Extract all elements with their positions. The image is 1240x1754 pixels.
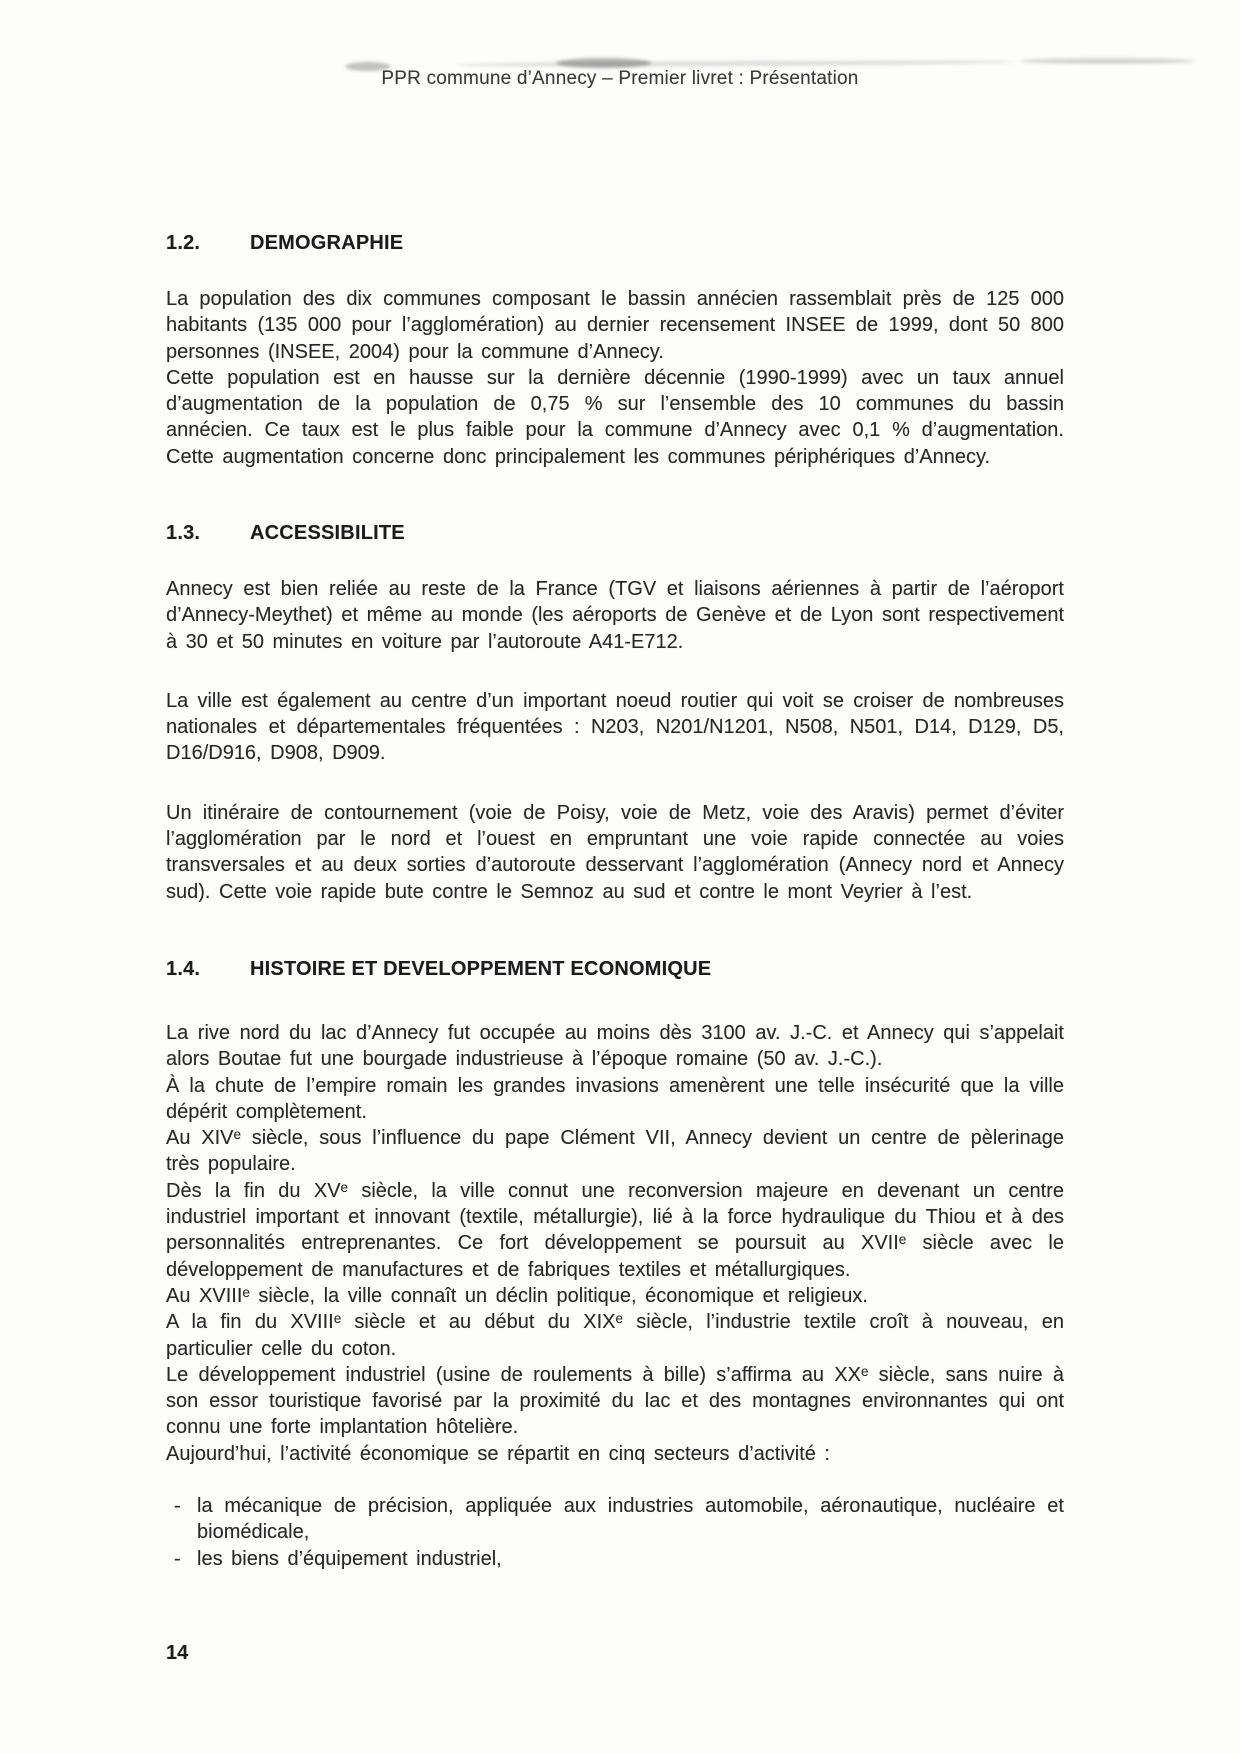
paragraph: La population des dix communes composant le bassin annécien rassemblait près de 125 000 habitants (135 000 pour l’agglomération) au dernier recensement INSEE de 1999, dont 50 800 personnes (INSEE, 2004) pour la commune d’Annecy. — [166, 288, 1064, 363]
list-item: - la mécanique de précision, appliquée aux industries automobile, aéronautique, nucléaire et biomédicale, — [166, 1493, 1064, 1546]
section-body — [166, 576, 1064, 905]
section-number: 1.4. — [166, 958, 201, 980]
section-heading — [166, 520, 1064, 546]
section-heading — [166, 956, 1064, 982]
paragraph: Dès la fin du XVᵉ siècle, la ville connut une reconversion majeure en devenant un centre industriel important et innovant (textile, métallurgie), lié à la force hydraulique du Thiou et à des personnalités entreprenantes. Ce fort développement se poursuit au XVIIᵉ siècle avec le développement de manufactures et de fabriques textiles et métallurgiques. — [166, 1179, 1064, 1281]
scan-smudge — [1020, 58, 1195, 64]
section-title: ACCESSIBILITE — [250, 522, 405, 544]
running-header: PPR commune d’Annecy – Premier livret : Présentation — [381, 68, 859, 89]
section-body — [166, 1020, 1064, 1572]
paragraph: Cette population est en hausse sur la dernière décennie (1990-1999) avec un taux annuel d’augmentation de la population de 0,75 % sur l’ensemble des 10 communes du bassin annécien. Ce taux est le plus faible pour la commune d’Annecy avec 0,1 % d’augmentation. Cette augmentation concerne donc principalement les communes périphériques d’Annecy. — [166, 366, 1064, 468]
list-item: - les biens d’équipement industriel, — [166, 1546, 1064, 1572]
section-body — [166, 286, 1064, 470]
paragraph: Au XVIIIᵉ siècle, la ville connaît un déclin politique, économique et religieux. — [166, 1284, 868, 1307]
paragraph: Aujourd’hui, l’activité économique se répartit en cinq secteurs d’activité : — [166, 1442, 830, 1465]
paragraph: A la fin du XVIIIᵉ siècle et au début du XIXᵉ siècle, l’industrie textile croît à nouveau, en particulier celle du coton. — [166, 1311, 1064, 1360]
scan-smudge — [556, 58, 651, 68]
paragraph: Un itinéraire de contournement (voie de Poisy, voie de Metz, voie des Aravis) permet d’éviter l’agglomération par le nord et l’ouest en empruntant une voie rapide connectée au voies transversales et au deux sorties d’autoroute desservant l’agglomération (Annecy nord et Annecy sud). Cette voie rapide bute contre le Semnoz au sud et contre le mont Veyrier à l’est. — [166, 801, 1064, 903]
paragraph: Annecy est bien reliée au reste de la France (TGV et liaisons aériennes à partir de l’aéroport d’Annecy-Meythet) et même au monde (les aéroports de Genève et de Lyon sont respectivement à 30 et 50 minutes en voiture par l’autoroute A41-E712. — [166, 578, 1064, 653]
paragraph: Au XIVᵉ siècle, sous l’influence du pape Clément VII, Annecy devient un centre de pèlerinage très populaire. — [166, 1127, 1064, 1176]
section-title: HISTOIRE ET DEVELOPPEMENT ECONOMIQUE — [250, 958, 712, 980]
section-title: DEMOGRAPHIE — [250, 232, 404, 254]
section-number: 1.3. — [166, 522, 201, 544]
section-accessibilite — [166, 520, 1064, 905]
scan-smudge — [455, 60, 1015, 68]
paragraph: La rive nord du lac d’Annecy fut occupée au moins dès 3100 av. J.-C. et Annecy qui s’appelait alors Boutae fut une bourgade industrieuse à l’époque romaine (50 av. J.-C.). — [166, 1022, 1064, 1071]
section-demographie — [166, 230, 1064, 470]
page-number: 14 — [166, 1642, 189, 1664]
section-heading — [166, 230, 1064, 256]
paragraph: Le développement industriel (usine de roulements à bille) s’affirma au XXᵉ siècle, sans nuire à son essor touristique favorisé par la proximité du lac et des montagnes environnantes qui ont connu une forte implantation hôtelière. — [166, 1363, 1064, 1439]
paragraph: À la chute de l’empire romain les grandes invasions amenèrent une telle insécurité que la ville dépérit complètement. — [166, 1074, 1064, 1123]
section-histoire-economie — [166, 956, 1064, 1572]
paragraph: La ville est également au centre d’un important noeud routier qui voit se croiser de nombreuses nationales et départementales fréquentées : N203, N201/N1201, N508, N501, D14, D129, D5, D16/D916, D908, D909. — [166, 689, 1064, 765]
activity-sectors-list — [166, 1493, 1064, 1572]
section-number: 1.2. — [166, 232, 201, 254]
